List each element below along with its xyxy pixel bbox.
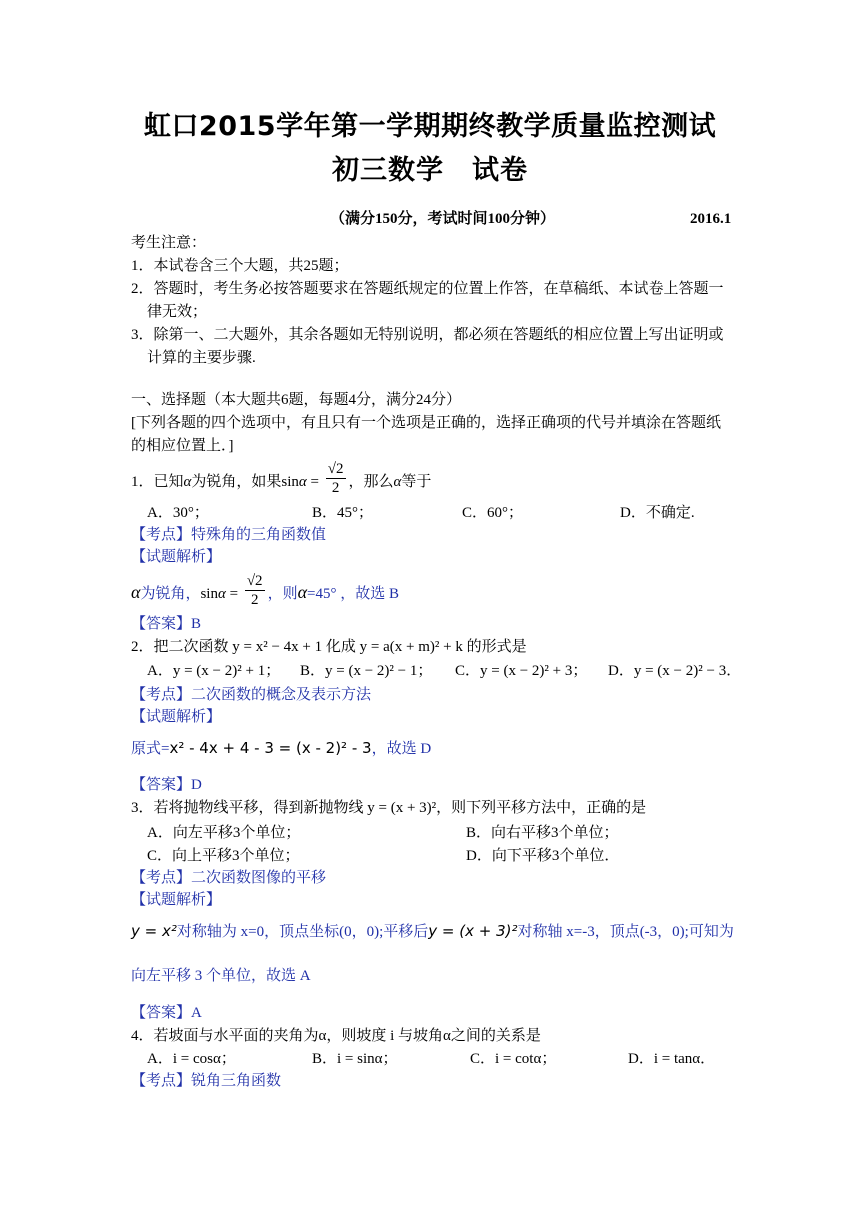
question-3-analysis-tag: 【试题解析】 <box>131 892 222 908</box>
question-1-option-d: D．不确定. <box>620 505 695 521</box>
question-3-analysis: y = x²对称轴为 x=0，顶点坐标(0，0);平移后y = (x + 3)²对称轴 x=-3，顶点(-3，0);可知为 <box>131 922 734 940</box>
question-2-analysis-tag: 【试题解析】 <box>131 709 222 725</box>
question-3-option-d: D．向下平移3个单位． <box>466 848 620 864</box>
question-2-option-c: C．y = (x − 2)² + 3； <box>455 663 588 679</box>
question-2-stem: 2．把二次函数 y = x² − 4x + 1 化成 y = a(x + m)² + k 的形式是 <box>131 639 527 655</box>
notice-item-2: 2．答题时，考生务必按答题要求在答题纸规定的位置上作答，在草稿纸、本试卷上答题一 <box>131 281 724 297</box>
question-2-option-b: B．y = (x − 2)² − 1； <box>300 663 433 679</box>
question-1-kaodian: 【考点】特殊角的三角函数值 <box>131 527 327 543</box>
question-4-option-d: D．i = tanα． <box>628 1051 716 1067</box>
section-instruction-cont: 的相应位置上．] <box>131 438 234 454</box>
question-1-analysis-tag: 【试题解析】 <box>131 549 222 565</box>
exam-title: 虹口2015学年第一学期期终教学质量监控测试 <box>143 111 717 142</box>
section-instruction: [下列各题的四个选项中，有且只有一个选项是正确的，选择正确项的代号并填涂在答题纸 <box>131 415 721 431</box>
question-3-analysis-cont: 向左平移 3 个单位，故选 A <box>131 968 311 984</box>
question-3-answer: 【答案】A <box>131 1005 202 1021</box>
notice-item-3-cont: 计算的主要步骤. <box>147 350 256 366</box>
question-2-kaodian: 【考点】二次函数的概念及表示方法 <box>131 687 372 703</box>
question-2-analysis: 原式=x² - 4x + 4 - 3 = (x - 2)² - 3，故选 D <box>131 739 432 757</box>
question-4-option-c: C．i = cotα； <box>470 1051 557 1067</box>
question-1-option-c: C．60°； <box>462 505 524 521</box>
question-1-stem: 1．已知α为锐角，如果sinα = $\frac{√2}{2}$ ，那么α等于 <box>131 461 432 496</box>
notice-item-2-cont: 律无效； <box>147 304 208 320</box>
question-3-option-c: C．向上平移3个单位； <box>147 848 300 864</box>
question-1-analysis: α为锐角，sinα = $\frac{√2}{2}$ ，则α=45° ，故选 B <box>131 573 399 608</box>
question-4-stem: 4．若坡面与水平面的夹角为α，则坡度 i 与坡角α之间的关系是 <box>131 1028 541 1044</box>
notice-item-1: 1．本试卷含三个大题，共25题； <box>131 258 349 274</box>
question-3-option-b: B．向右平移3个单位； <box>466 825 619 841</box>
question-3-kaodian: 【考点】二次函数图像的平移 <box>131 870 327 886</box>
notice-heading: 考生注意： <box>131 235 207 251</box>
question-1-option-b: B．45°； <box>312 505 374 521</box>
question-2-option-a: A．y = (x − 2)² + 1； <box>147 663 281 679</box>
question-3-option-a: A．向左平移3个单位； <box>147 825 301 841</box>
question-4-option-a: A．i = cosα； <box>147 1051 236 1067</box>
exam-date: 2016.1 <box>690 211 732 227</box>
exam-subtitle: 初三数学 试卷 <box>332 155 528 186</box>
notice-item-3: 3．除第一、二大题外，其余各题如无特别说明，都必须在答题纸的相应位置上写出证明或 <box>131 327 724 343</box>
question-2-answer: 【答案】D <box>131 777 202 793</box>
question-2-option-d: D．y = (x − 2)² − 3． <box>608 663 742 679</box>
question-4-option-b: B．i = sinα； <box>312 1051 398 1067</box>
question-4-kaodian: 【考点】锐角三角函数 <box>131 1073 282 1089</box>
question-3-stem: 3．若将抛物线平移，得到新抛物线 y = (x + 3)²，则下列平移方法中，正确的是 <box>131 800 647 816</box>
exam-meta: （满分150分，考试时间100分钟） <box>330 211 556 227</box>
question-1-answer: 【答案】B <box>131 616 202 632</box>
question-1-option-a: A．30°； <box>147 505 209 521</box>
section-heading: 一、选择题（本大题共6题，每题4分，满分24分） <box>131 392 462 408</box>
